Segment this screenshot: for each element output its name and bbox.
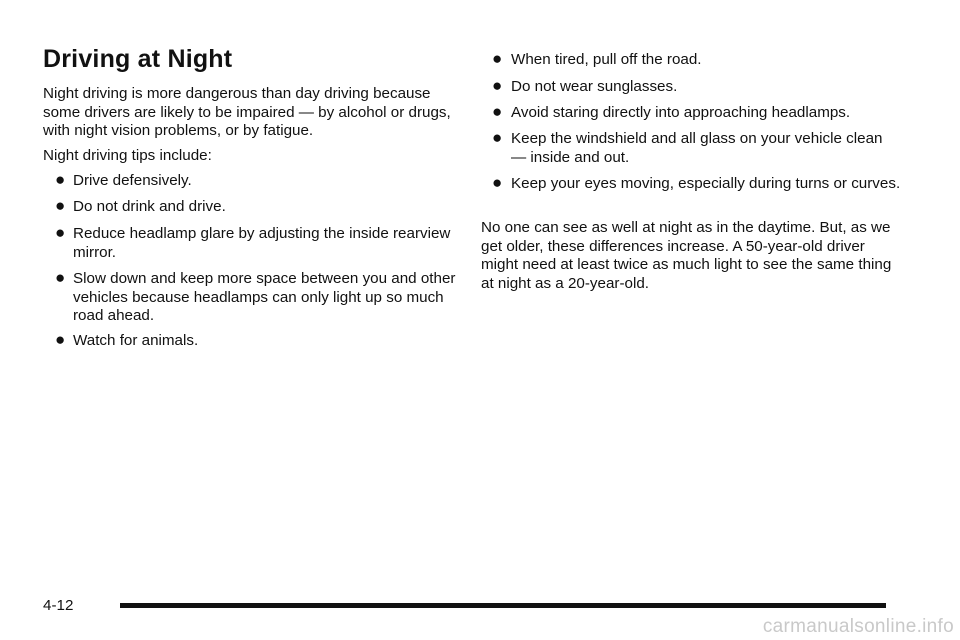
- bullet-icon: ●: [492, 102, 503, 121]
- list-item-text: Do not wear sunglasses.: [511, 78, 678, 95]
- list-item-text: Keep your eyes moving, especially during turns or curves.: [511, 175, 901, 192]
- list-item-text: Avoid staring directly into approaching headlamps.: [511, 104, 851, 121]
- intro-paragraph: Night driving is more dangerous than day driving because some drivers are likely to be impaired — by alcohol or drugs, with night vision problems, or by fatigue.: [43, 85, 451, 140]
- footer-divider: [120, 603, 886, 608]
- list-item-text: Watch for animals.: [73, 332, 199, 349]
- bullet-icon: ●: [492, 128, 503, 147]
- watermark: carmanualsonline.info: [762, 616, 954, 637]
- list-item-text: Do not drink and drive.: [73, 198, 226, 215]
- list-item-text: When tired, pull off the road.: [511, 51, 702, 68]
- tips-heading: Night driving tips include:: [43, 147, 212, 164]
- bullet-icon: ●: [55, 223, 66, 242]
- bullet-icon: ●: [492, 49, 503, 68]
- list-item-text: Slow down and keep more space between you and other vehicles because headlamps can only light up so much road ahead.: [73, 270, 456, 325]
- bullet-icon: ●: [492, 76, 503, 95]
- list-item-text: Keep the windshield and all glass on your vehicle clean — inside and out.: [511, 130, 883, 166]
- page-number: 4-12: [43, 597, 74, 614]
- list-item-text: Reduce headlamp glare by adjusting the inside rearview mirror.: [73, 225, 451, 261]
- bullet-icon: ●: [492, 173, 503, 192]
- bullet-icon: ●: [55, 330, 66, 349]
- list-item-text: Drive defensively.: [73, 172, 192, 189]
- bullet-icon: ●: [55, 170, 66, 189]
- bullet-icon: ●: [55, 196, 66, 215]
- closing-paragraph: No one can see as well at night as in the daytime. But, as we get older, these differences increase. A 50-year-old driver might need at least twice as much light to see the same thing at night as a 20-year-old.: [481, 219, 892, 292]
- bullet-icon: ●: [55, 268, 66, 287]
- page-title: Driving at Night: [43, 45, 233, 73]
